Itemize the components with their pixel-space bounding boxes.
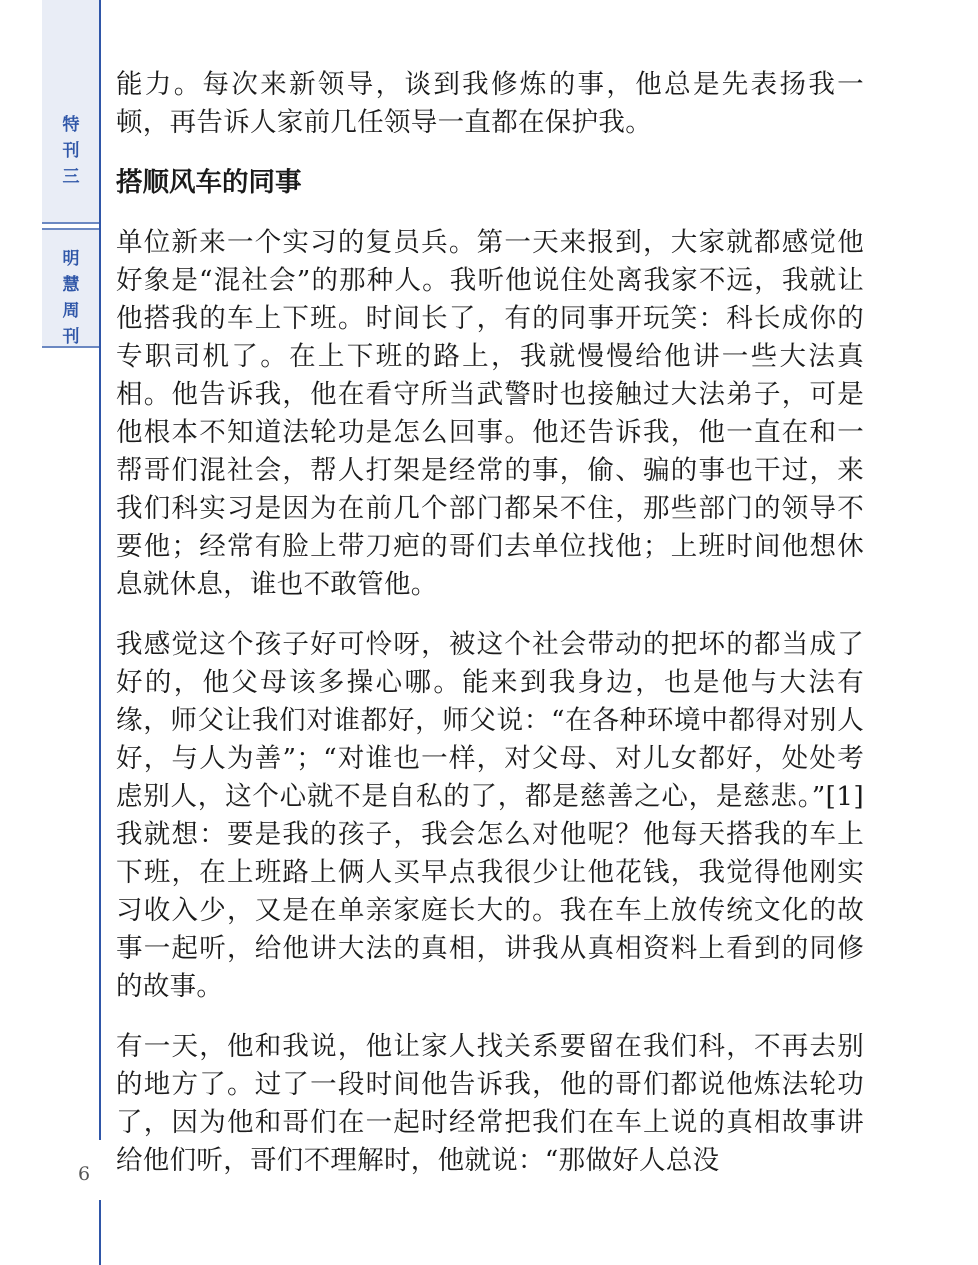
article-body <box>116 66 864 1202</box>
publication-tab <box>42 228 100 348</box>
paragraph: 单位新来一个实习的复员兵。第一天来报到，大家就都感觉他好象是“混社会”的那种人。我听他说住处离我家不远，我就让他搭我的车上下班。时间长了，有的同事开玩笑：科长成你的专职司机了。在上下班的路上，我就慢慢给他讲一些大法真相。他告诉我，他在看守所当武警时也接触过大法弟子，可是他根本不知道法轮功是怎么回事。他还告诉我，他一直在和一帮哥们混社会，帮人打架是经常的事，偷、骗的事也干过，来我们科实习是因为在前几个部门都呆不住，那些部门的领导不要他；经常有脸上带刀疤的哥们去单位找他；上班时间他想休息就休息，谁也不敢管他。 <box>116 227 864 600</box>
page-number: 6 <box>78 1163 91 1185</box>
section-label-char: 三 <box>62 167 80 187</box>
paragraph: 能力。每次来新领导，谈到我修炼的事，他总是先表扬我一顿，再告诉人家前几任领导一直都在保护我。 <box>116 69 864 138</box>
section-tab <box>42 0 100 224</box>
section-heading: 搭顺风车的同事 <box>116 167 302 198</box>
section-label-char: 刊 <box>62 141 80 161</box>
page-margin-sidebar <box>0 0 100 1265</box>
publication-label-char: 刊 <box>62 327 80 347</box>
publication-label-char: 周 <box>62 301 80 321</box>
paragraph: 我感觉这个孩子好可怜呀，被这个社会带动的把坏的都当成了好的，他父母该多操心哪。能来到我身边，也是他与大法有缘，师父让我们对谁都好，师父说：“在各种环境中都得对别人好，与人为善”；“对谁也一样，对父母、对儿女都好，处处考虑别人，这个心就不是自私的了，都是慈善之心，是慈悲。”[1] 我就想：要是我的孩子，我会怎么对他呢？他每天搭我的车上下班，在上班路上俩人买早点我很少让他花钱，我觉得他刚实习收入少，又是在单亲家庭长大的。我在车上放传统文化的故事一起听，给他讲大法的真相，讲我从真相资料上看到的同修的故事。 <box>116 629 864 1002</box>
section-label-char: 特 <box>62 115 80 135</box>
publication-label-char: 慧 <box>62 275 80 295</box>
paragraph: 有一天，他和我说，他让家人找关系要留在我们科，不再去别的地方了。过了一段时间他告诉我，他的哥们都说他炼法轮功了，因为他和哥们在一起时经常把我们在车上说的真相故事讲给他们听，哥们不理解时，他就说：“那做好人总没 <box>116 1031 864 1176</box>
margin-rule <box>99 1200 101 1265</box>
section-label <box>42 112 100 190</box>
publication-label <box>42 246 100 350</box>
publication-label-char: 明 <box>62 249 80 269</box>
margin-rule <box>99 0 101 1140</box>
